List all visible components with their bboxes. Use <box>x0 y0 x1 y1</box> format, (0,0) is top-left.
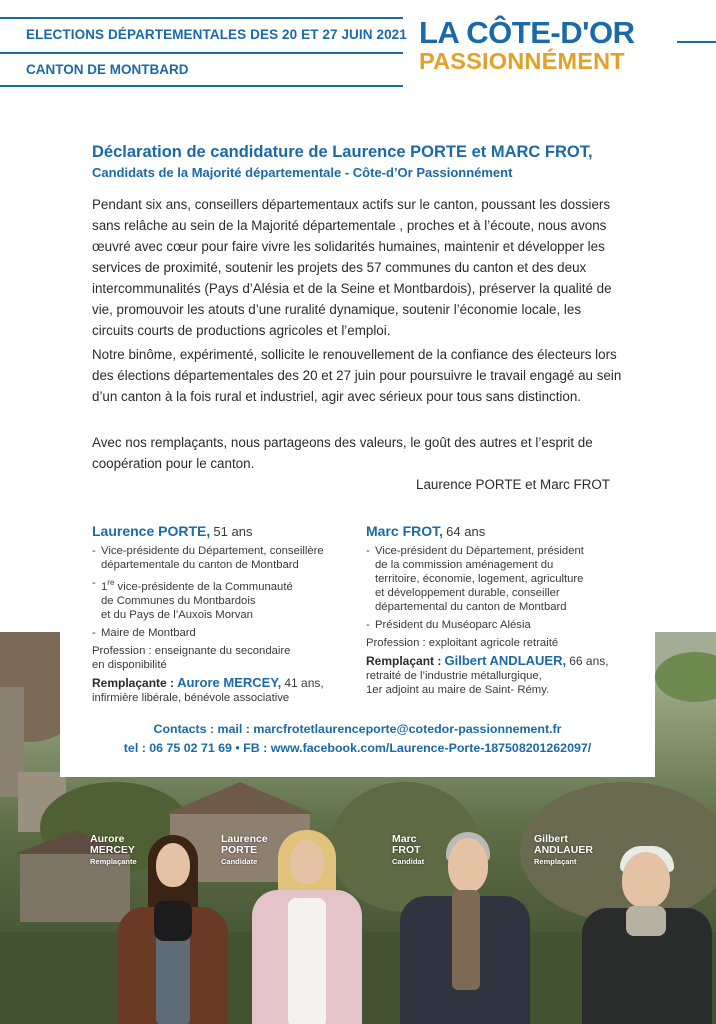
photo-label-role: Remplaçante <box>90 857 137 866</box>
replacement-description: retraité de l’industrie métallurgique, 1er adjoint au maire de Saint- Rémy. <box>366 670 550 696</box>
replacement-label: Remplaçante : <box>92 675 175 690</box>
photo-label-last: FROT <box>392 844 421 856</box>
header-rule-bottom <box>0 85 403 87</box>
declaration-paragraph: Pendant six ans, conseillers départementaux actifs sur le canton, poussant les dossiers sans relâche au sein de la Majorité départementale , proches et à l’écoute, nous avons œuvré avec cœur pour faire vivre les solidarités humaines, maintenir et développer les services de proximité, soutenir les projets des 57 communes du canton et des deux intercommunalités (Pays d’Alésia et de la Seine et Montbardois), préserver la qualité de vie, promouvoir les atouts d’une ruralité dynamique, soutenir l’économie locale, les circuits courts de productions agricoles et l’emploi. <box>92 197 612 338</box>
photo-label-first: Gilbert <box>534 833 568 845</box>
ordinal-suffix: re <box>107 578 115 587</box>
brand-logo-line1: LA CÔTE-D'OR <box>419 15 635 50</box>
scarf-shape <box>154 901 192 941</box>
candidate-role-item: - Vice-président du Département, président de la commission aménagement du territoire, économie, logement, agriculture et développement durable, conseiller départemental du canton de Montbard <box>366 544 636 614</box>
candidate-role-item: - Vice-présidente du Département, conseillère départementale du canton de Montbard <box>92 544 354 572</box>
photo-label-gilbert <box>534 834 593 867</box>
candidate-age: 51 ans <box>213 524 253 539</box>
candidate-age: 64 ans <box>446 524 486 539</box>
photo-label-aurore <box>90 834 137 867</box>
contact-phone-facebook: tel : 06 75 02 71 69 • FB : www.facebook.com/Laurence-Porte-187508201262097/ <box>123 741 592 755</box>
face-shape <box>156 843 190 887</box>
photo-label-last: ANDLAUER <box>534 844 593 856</box>
face-shape <box>290 840 324 884</box>
candidate-role-item: - Maire de Montbard <box>92 626 354 640</box>
election-title: ELECTIONS DÉPARTEMENTALES DES 20 ET 27 JUIN 2021 <box>26 27 407 42</box>
candidate-profession: Profession : exploitant agricole retraité <box>366 637 559 649</box>
replacement-name: Aurore MERCEY, <box>177 674 282 690</box>
candidate-profession: Profession : enseignante du secondaire en disponibilité <box>92 644 291 671</box>
candidate-role-item: - 1re vice-présidente de la Communauté de Communes du Montbardois et du Pays de l’Auxois Morvan <box>92 576 354 622</box>
declaration-paragraph: Avec nos remplaçants, nous partageons des valeurs, le goût des autres et l’esprit de coopération pour le canton. <box>92 435 593 471</box>
shirt-shape <box>288 898 326 1024</box>
village-roof <box>165 782 315 814</box>
replacement-age: 66 ans, <box>569 654 609 668</box>
declaration-title: Déclaration de candidature de Laurence PORTE et MARC FROT, <box>92 143 593 161</box>
photo-label-laurence <box>221 834 268 867</box>
candidate-roles <box>92 544 354 640</box>
photo-label-role: Candidate <box>221 857 258 866</box>
header-rule-middle <box>0 52 403 54</box>
candidate-name: Marc FROT, <box>366 523 444 539</box>
replacement-description: infirmière libérale, bénévole associative <box>92 691 290 704</box>
header-rule-top <box>0 17 403 19</box>
candidate-roles <box>366 544 636 632</box>
photo-label-first: Aurore <box>90 833 125 845</box>
candidate-marc-frot <box>366 524 636 697</box>
photo-label-first: Laurence <box>221 833 268 845</box>
photo-label-role: Candidat <box>392 857 425 866</box>
photo-label-last: MERCEY <box>90 844 135 856</box>
brand-logo-bar <box>677 41 716 43</box>
photo-label-first: Marc <box>392 833 417 845</box>
declaration-paragraph: Notre binôme, expérimenté, sollicite le renouvellement de la confiance des électeurs lors des élections départementales des 20 et 27 juin pour poursuivre le travail engagé au sein d’un canton à la fois rural et industriel, agir avec sérieux pour tous sans distinction. <box>92 347 622 404</box>
declaration-signature: Laurence PORTE et Marc FROT <box>416 477 610 492</box>
person-gilbert-andlauer <box>582 846 712 1024</box>
scarf-shape <box>452 890 480 990</box>
photo-label-role: Remplaçant <box>534 857 577 866</box>
contact-email: Contacts : mail : marcfrotetlaurenceporte@cotedor-passionnement.fr <box>153 722 562 736</box>
candidate-laurence-porte <box>92 524 354 705</box>
brand-logo-line2: PASSIONNÉMENT <box>419 48 625 74</box>
field-shape <box>655 652 716 702</box>
canton-name: CANTON DE MONTBARD <box>26 62 189 77</box>
declaration-subtitle: Candidats de la Majorité départementale - Côte-d’Or Passionnément <box>92 165 513 180</box>
replacement-label: Remplaçant : <box>366 654 442 668</box>
photo-label-marc <box>392 834 424 867</box>
scarf-shape <box>626 906 666 936</box>
face-shape <box>448 838 488 892</box>
face-shape <box>622 852 670 908</box>
person-laurence-porte <box>252 828 362 1024</box>
photo-label-last: PORTE <box>221 844 258 856</box>
replacement-name: Gilbert ANDLAUER, <box>444 653 567 668</box>
replacement-age: 41 ans, <box>284 675 324 690</box>
candidate-role-item: - Président du Muséoparc Alésia <box>366 618 636 632</box>
candidate-name: Laurence PORTE, <box>92 523 211 539</box>
